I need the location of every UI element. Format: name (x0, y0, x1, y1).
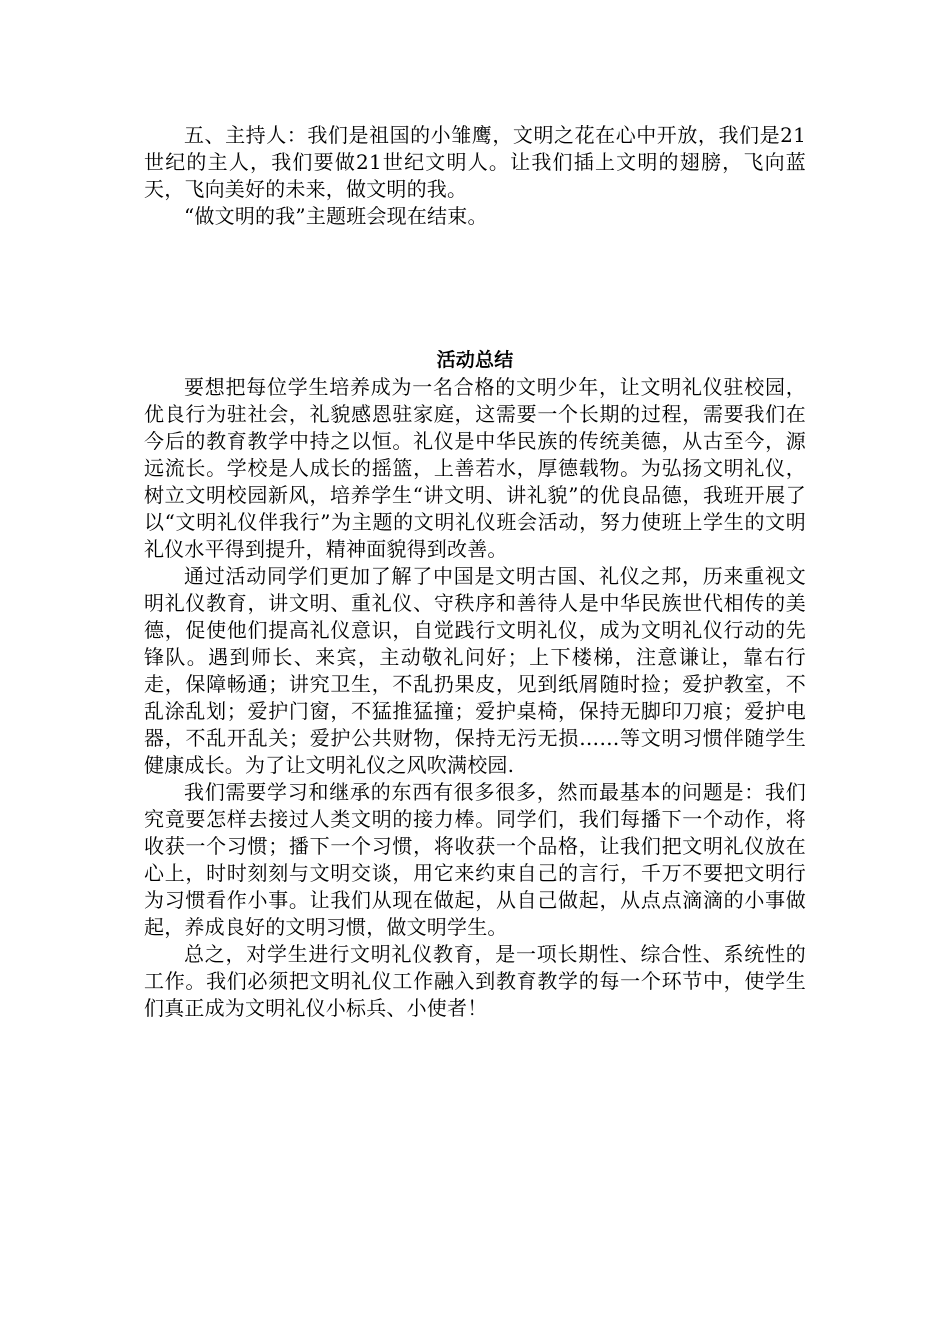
summary-paragraph: 我们需要学习和继承的东西有很多很多，然而最基本的问题是：我们究竟要怎样去接过人类文明的接力棒。同学们，我们每播下一个动作，将收获一个习惯；播下一个习惯，将收获一个品格，让我们把文明礼仪放在心上，时时刻刻与文明交谈，用它来约束自己的言行，千万不要把文明行为习惯看作小事。让我们从现在做起，从自己做起，从点点滴滴的小事做起，养成良好的文明习惯，做文明学生。 (144, 780, 806, 939)
meeting-end-paragraph: “做文明的我”主题班会现在结束。 (184, 204, 488, 228)
summary-title: 活动总结 (436, 349, 514, 371)
closing-section (144, 122, 806, 230)
host-closing-paragraph: 五、主持人：我们是祖国的小雏鹰，文明之花在心中开放，我们是21世纪的主人，我们要做21世纪文明人。让我们插上文明的翅膀，飞向蓝天，飞向美好的未来，做文明的我。 (144, 123, 806, 201)
summary-paragraph: 要想把每位学生培养成为一名合格的文明少年，让文明礼仪驻校园，优良行为驻社会，礼貌感恩驻家庭，这需要一个长期的过程，需要我们在今后的教育教学中持之以恒。礼仪是中华民族的传统美德，从古至今，源远流长。学校是人成长的摇篮，上善若水，厚德载物。为弘扬文明礼仪，树立文明校园新风，培养学生“讲文明、讲礼貌”的优良品德，我班开展了以“文明礼仪伴我行”为主题的文明礼仪班会活动，努力使班上学生的文明礼仪水平得到提升，精神面貌得到改善。 (144, 375, 806, 561)
activity-summary-section (144, 347, 806, 1022)
summary-paragraph: 通过活动同学们更加了解了中国是文明古国、礼仪之邦，历来重视文明礼仪教育，讲文明、重礼仪、守秩序和善待人是中华民族世代相传的美德，促使他们提高礼仪意识，自觉践行文明礼仪，成为文明礼仪行动的先锋队。遇到师长、来宾，主动敬礼问好；上下楼梯，注意谦让，靠右行走，保障畅通；讲究卫生，不乱扔果皮，见到纸屑随时捡；爱护教室，不乱涂乱划；爱护门窗，不猛推猛撞；爱护桌椅，保持无脚印刀痕；爱护电器，不乱开乱关；爱护公共财物，保持无污无损……等文明习惯伴随学生健康成长。为了让文明礼仪之风吹满校园. (144, 564, 806, 777)
summary-paragraph: 总之，对学生进行文明礼仪教育，是一项长期性、综合性、系统性的工作。我们必须把文明礼仪工作融入到教育教学的每一个环节中，使学生们真正成为文明礼仪小标兵、小使者！ (144, 942, 806, 1020)
